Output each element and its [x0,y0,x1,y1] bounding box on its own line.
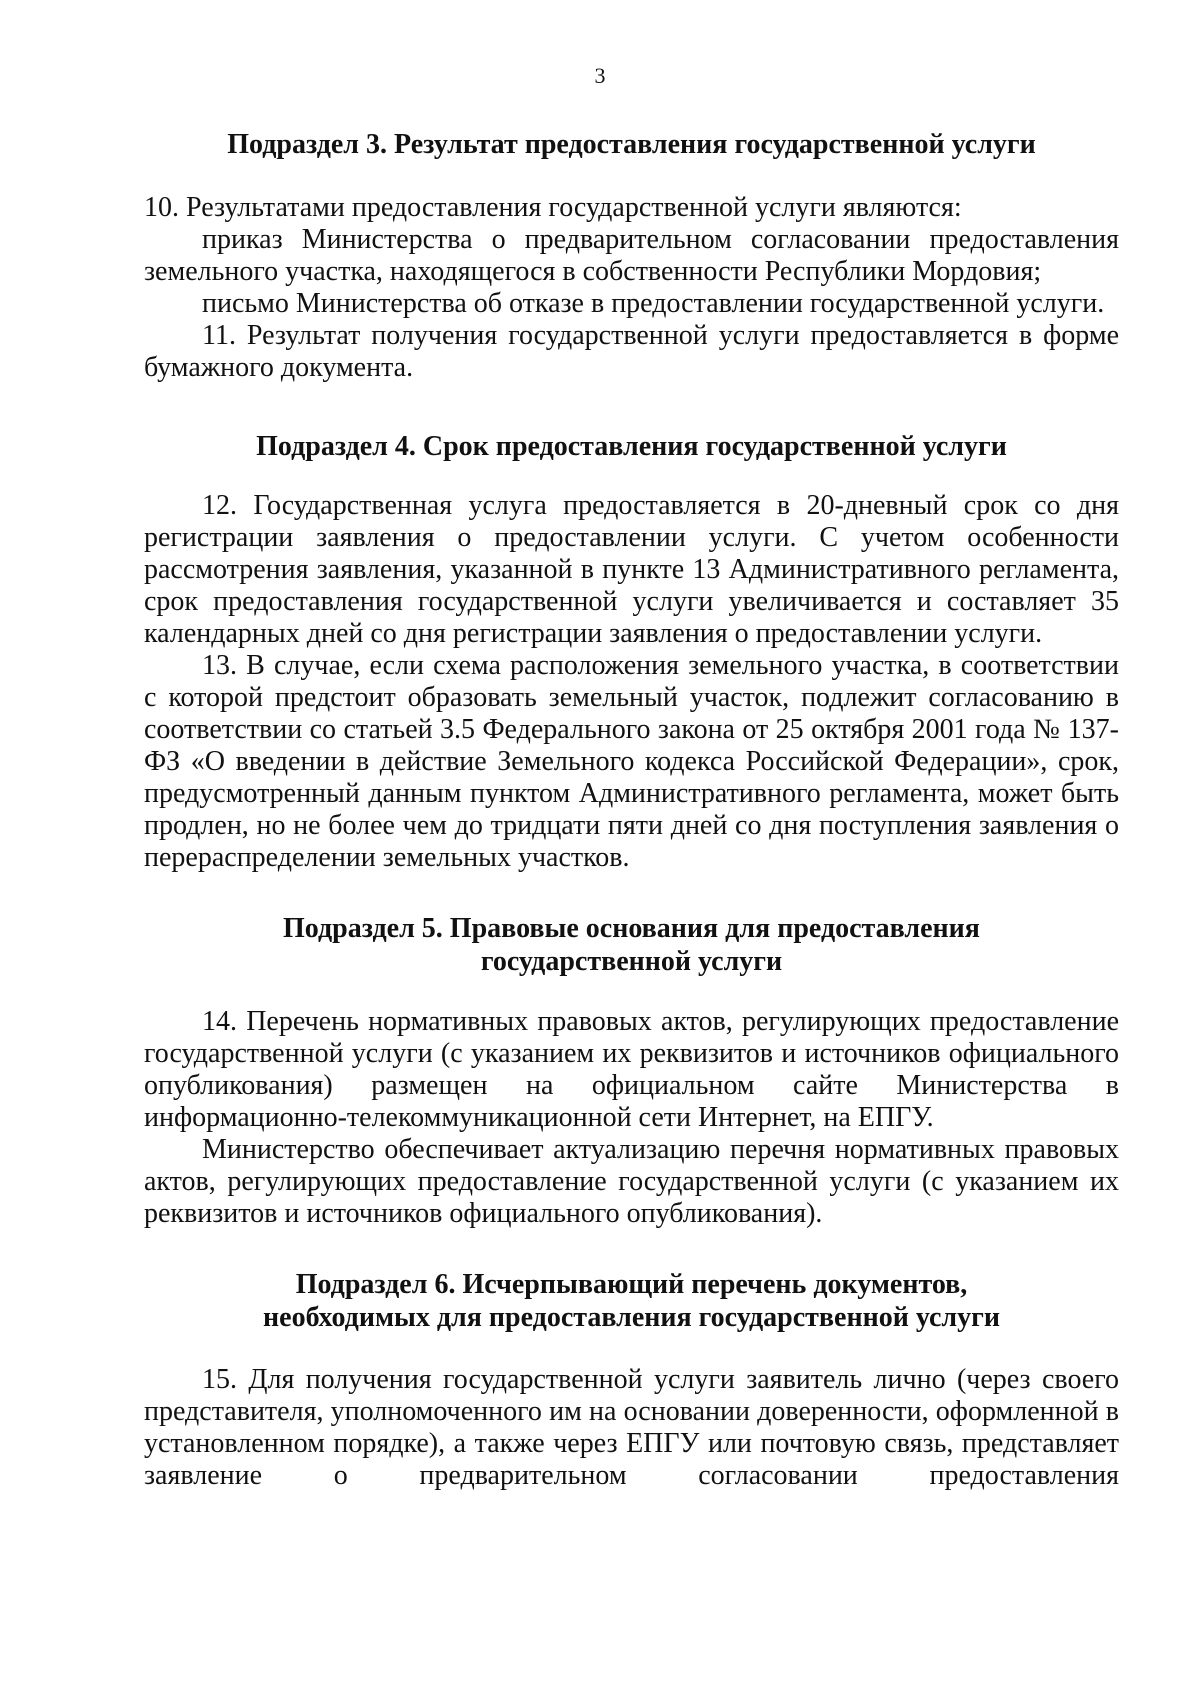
section-3-heading: Подраздел 3. Результат предоставления государственной услуги [227,129,1036,160]
section-5-heading-line-2: государственной услуги [480,946,783,977]
paragraph-11: 11. Результат получения государственной услуги предоставляется в форме бумажного документа. [144,320,1119,383]
section-4-body [144,490,1119,874]
paragraph-10-item-2: письмо Министерства об отказе в предоставлении государственной услуги. [202,288,1105,319]
paragraph-14: 14. Перечень нормативных правовых актов, регулирующих предоставление государственной услуги (с указанием их реквизитов и источников официального опубликования) размещен на официальном сайте Министерства в информационно-телекоммуникационной сети Интернет, на ЕПГУ. [144,1006,1119,1133]
section-6-heading-line-2: необходимых для предоставления государственной услуги [263,1302,1000,1333]
section-4-heading: Подраздел 4. Срок предоставления государственной услуги [256,431,1007,462]
paragraph-10-item-1: приказ Министерства о предварительном согласовании предоставления земельного участка, находящегося в собственности Республики Мордовия; [144,224,1119,287]
section-3 [144,128,1119,161]
paragraph-15: 15. Для получения государственной услуги заявитель лично (через своего представителя, уполномоченного им на основании доверенности, оформленной в установленном порядке), а также через ЕПГУ или почтовую связь, представляет заявление о предварительном согласовании предоставления [144,1364,1119,1491]
section-5 [144,912,1119,978]
section-6-body [144,1364,1119,1492]
section-6 [144,1268,1119,1334]
paragraph-14-b: Министерство обеспечивает актуализацию перечня нормативных правовых актов, регулирующих предоставление государственной услуги (с указанием их реквизитов и источников официального опубликования). [144,1134,1119,1229]
page-number: 3 [594,63,606,88]
section-5-body [144,1006,1119,1230]
section-6-heading-line-1: Подраздел 6. Исчерпывающий перечень документов, [295,1269,968,1300]
paragraph-13: 13. В случае, если схема расположения земельного участка, в соответствии с которой предстоит образовать земельный участок, подлежит согласованию в соответствии со статьей 3.5 Федерального закона от 25 октября 2001 года № 137-ФЗ «О введении в действие Земельного кодекса Российской Федерации», срок, предусмотренный данным пунктом Административного регламента, может быть продлен, но не более чем до тридцати пяти дней со дня поступления заявления о перераспределении земельных участков. [144,650,1119,873]
paragraph-12: 12. Государственная услуга предоставляется в 20-дневный срок со дня регистрации заявления о предоставлении услуги. С учетом особенности рассмотрения заявления, указанной в пункте 13 Административного регламента, срок предоставления государственной услуги увеличивается и составляет 35 календарных дней со дня регистрации заявления о предоставлении услуги. [144,490,1119,649]
section-3-body [144,192,1119,384]
section-5-heading-line-1: Подраздел 5. Правовые основания для предоставления [283,913,980,944]
section-4 [144,430,1119,463]
paragraph-10-intro: 10. Результатами предоставления государственной услуги являются: [144,192,962,223]
